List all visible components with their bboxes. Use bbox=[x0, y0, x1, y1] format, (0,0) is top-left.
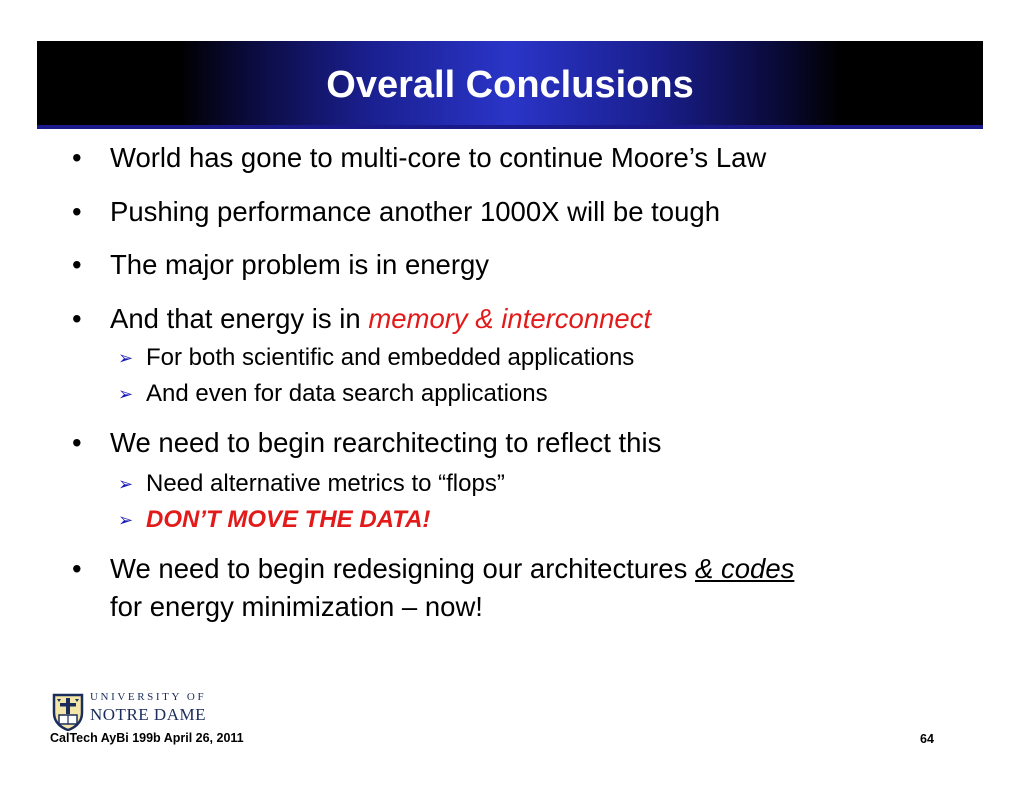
bullet-6-continued bbox=[110, 588, 483, 626]
sub-bullet-5-1 bbox=[118, 468, 505, 500]
bullet-text: The major problem is in energy bbox=[110, 249, 490, 280]
sub-bullet-arrow-icon: ➢ bbox=[118, 384, 134, 404]
bullet-4 bbox=[72, 300, 651, 338]
bullet-marker: • bbox=[72, 427, 82, 458]
bullet-text: Pushing performance another 1000X will be tough bbox=[110, 196, 720, 227]
notre-dame-shield-icon bbox=[52, 693, 84, 731]
university-logo bbox=[52, 688, 242, 736]
bullet-text-plain: And that energy is in bbox=[110, 303, 369, 334]
bullet-marker: • bbox=[72, 249, 82, 280]
sub-bullet-4-1 bbox=[118, 342, 634, 374]
title-bar bbox=[37, 41, 983, 129]
bullet-text: World has gone to multi-core to continue Moore’s Law bbox=[110, 142, 767, 173]
bullet-text bbox=[110, 300, 651, 338]
sub-bullet-text: And even for data search applications bbox=[146, 380, 548, 407]
bullet-3 bbox=[72, 246, 489, 284]
slide-title: Overall Conclusions bbox=[326, 63, 694, 106]
bullet-text bbox=[110, 550, 794, 588]
bullet-1 bbox=[72, 139, 766, 177]
bullet-text-emphasis: & codes bbox=[695, 553, 795, 584]
sub-bullet-text: Need alternative metrics to “flops” bbox=[146, 470, 505, 497]
sub-bullet-text: For both scientific and embedded applications bbox=[146, 344, 635, 371]
bullet-marker: • bbox=[72, 196, 82, 227]
sub-bullet-5-2 bbox=[118, 504, 430, 536]
bullet-marker: • bbox=[72, 142, 82, 173]
page-number: 64 bbox=[920, 732, 934, 746]
sub-bullet-arrow-icon: ➢ bbox=[118, 474, 134, 494]
bullet-5 bbox=[72, 424, 661, 462]
sub-bullet-4-2 bbox=[118, 378, 548, 410]
bullet-marker: • bbox=[72, 303, 82, 334]
bullet-text-emphasis: memory & interconnect bbox=[368, 303, 652, 334]
bullet-text-plain: We need to begin redesigning our architectures bbox=[110, 553, 695, 584]
sub-bullet-arrow-icon: ➢ bbox=[118, 510, 134, 530]
sub-bullet-text: DON’T MOVE THE DATA! bbox=[146, 506, 431, 533]
bullet-6 bbox=[72, 550, 794, 588]
bullet-text: We need to begin rearchitecting to reflect this bbox=[110, 427, 662, 458]
logo-line-1: UNIVERSITY OF bbox=[90, 691, 207, 703]
bullet-text: for energy minimization – now! bbox=[110, 591, 483, 622]
bullet-marker: • bbox=[72, 553, 82, 584]
bullet-2 bbox=[72, 193, 720, 231]
logo-line-2: NOTRE DAME bbox=[90, 705, 206, 724]
footer-event-date: CalTech AyBi 199b April 26, 2011 bbox=[50, 731, 244, 745]
sub-bullet-arrow-icon: ➢ bbox=[118, 348, 134, 368]
